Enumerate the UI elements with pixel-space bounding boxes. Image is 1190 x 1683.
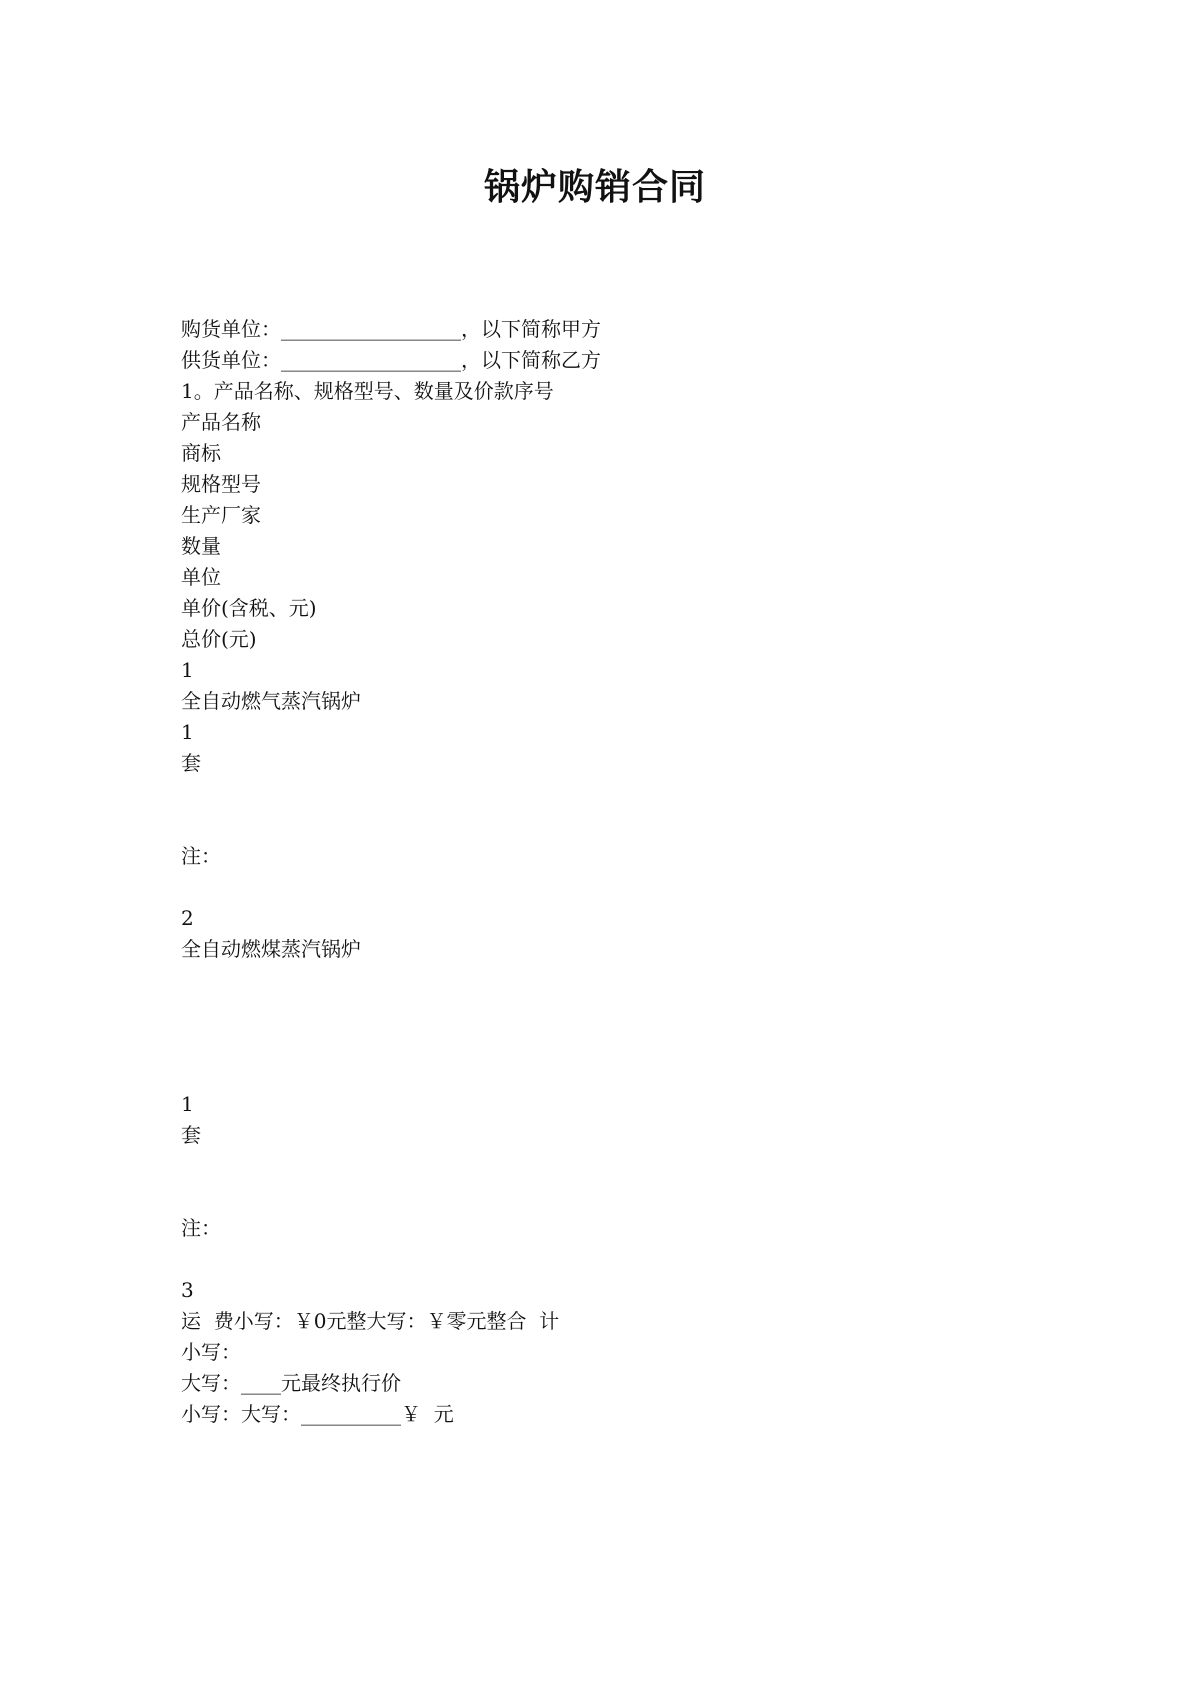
- row-2-quantity: 1: [181, 1092, 194, 1116]
- header-model: 规格型号: [181, 472, 261, 496]
- row-3-index: 3: [181, 1278, 194, 1302]
- row-2-product: 全自动燃煤蒸汽锅炉: [181, 937, 361, 961]
- row-1-unit: 套: [181, 751, 201, 775]
- section-heading: 1。产品名称、规格型号、数量及价款序号: [181, 379, 554, 403]
- header-manufacturer: 生产厂家: [181, 503, 261, 527]
- row-1-index: 1: [181, 658, 194, 682]
- buyer-line: 购货单位：__________________，以下简称甲方: [181, 317, 601, 341]
- header-unit-price: 单价(含税、元): [181, 596, 317, 620]
- row-1-note: 注：: [181, 844, 221, 868]
- row-2-note: 注：: [181, 1216, 221, 1240]
- document-title: 锅炉购销合同: [483, 167, 706, 208]
- header-brand: 商标: [181, 441, 221, 465]
- supplier-line: 供货单位：__________________，以下简称乙方: [181, 348, 601, 372]
- header-unit: 单位: [181, 565, 221, 589]
- row-1-quantity: 1: [181, 720, 194, 744]
- final-price-line: 小写：大写：__________￥ 元: [181, 1402, 454, 1426]
- freight-total-line: 运 费小写：￥0元整大写：￥零元整合 计: [181, 1309, 560, 1333]
- row-2-index: 2: [181, 906, 194, 930]
- row-2-unit: 套: [181, 1123, 201, 1147]
- uppercase-amount-line: 大写：____元最终执行价: [181, 1371, 401, 1395]
- row-1-product: 全自动燃气蒸汽锅炉: [181, 689, 361, 713]
- header-product-name: 产品名称: [181, 410, 261, 434]
- lowercase-amount-line: 小写：: [181, 1340, 241, 1364]
- header-total-price: 总价(元): [181, 627, 257, 651]
- header-quantity: 数量: [181, 534, 221, 558]
